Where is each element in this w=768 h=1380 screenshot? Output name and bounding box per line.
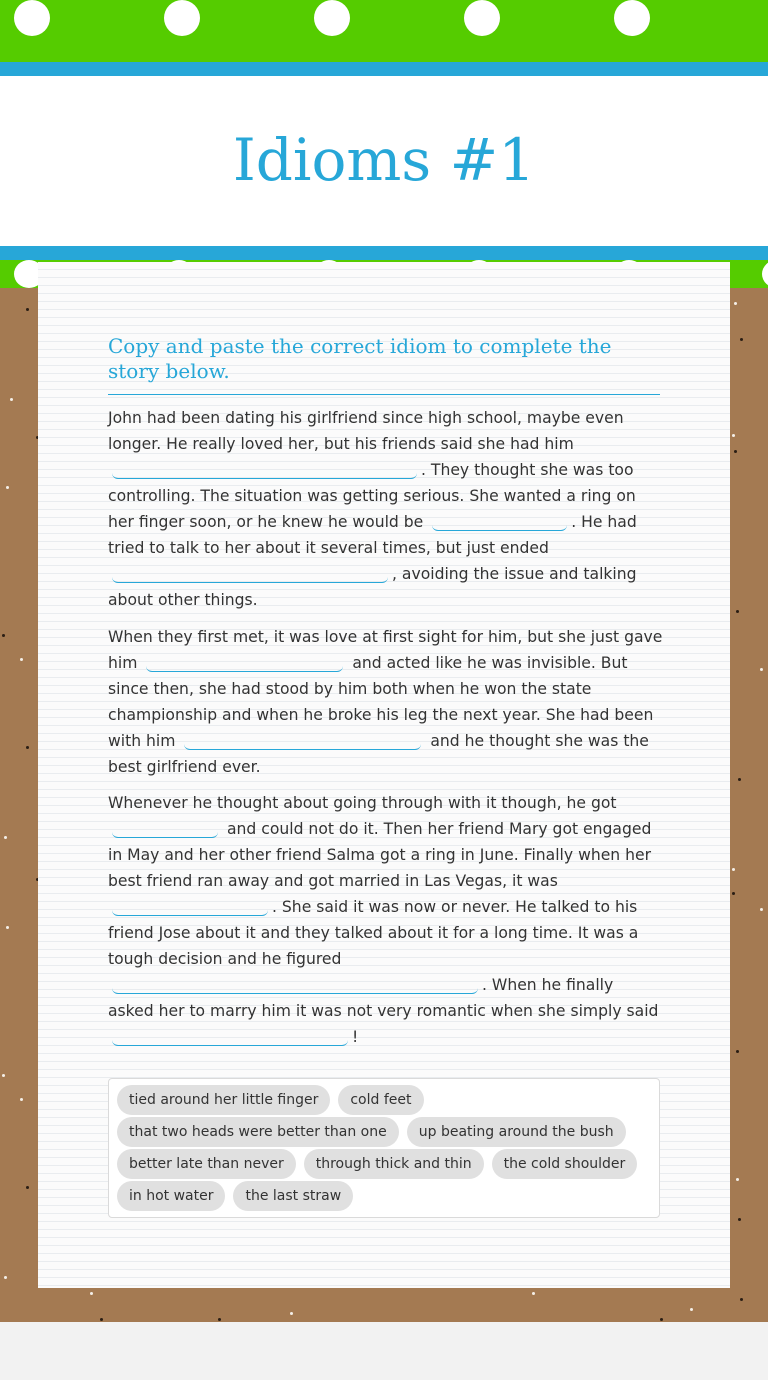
polka-dot	[314, 0, 350, 36]
idiom-chip[interactable]: that two heads were better than one	[117, 1117, 399, 1147]
word-bank-row	[117, 1149, 637, 1181]
answer-blank-2[interactable]	[432, 511, 567, 531]
answer-blank-7[interactable]	[112, 896, 268, 916]
story-text: and could not do it. Then her friend Mary got engaged in May and her other friend Salma got a ring in June. Finally when her best friend ran away and got married in Las Vegas, it was	[108, 820, 652, 890]
story-text: . She said it was now or never. He talked to his friend Jose about it and they talked about it for a long time. It was a tough decision and he figured	[108, 898, 639, 968]
polka-dot	[14, 0, 50, 36]
idiom-chip[interactable]: through thick and thin	[304, 1149, 484, 1179]
story-text: . They thought she was too controlling. The situation was getting serious. She wanted a ring on her finger soon, or he knew he would be	[108, 461, 636, 531]
story-paragraph-1	[108, 405, 663, 613]
idiom-chip[interactable]: cold feet	[338, 1085, 423, 1115]
answer-blank-6[interactable]	[112, 818, 218, 838]
story-text: Whenever he thought about going through with it though, he got	[108, 794, 617, 812]
word-bank	[108, 1078, 660, 1218]
story-text: . When he finally asked her to marry him it was not very romantic when she simply said	[108, 976, 659, 1020]
polka-dot	[164, 0, 200, 36]
polka-dot	[762, 260, 768, 288]
story-text: . He had tried to talk to her about it several times, but just ended	[108, 513, 637, 557]
word-bank-row	[117, 1181, 353, 1213]
answer-blank-8[interactable]	[112, 974, 478, 994]
idiom-chip[interactable]: up beating around the bush	[407, 1117, 626, 1147]
idiom-chip[interactable]: the last straw	[233, 1181, 353, 1211]
idiom-chip[interactable]: better late than never	[117, 1149, 296, 1179]
story-text: , avoiding the issue and talking about other things.	[108, 565, 637, 609]
top-banner-blue	[0, 62, 768, 76]
story-text: When they first met, it was love at first sight for him, but she just gave him	[108, 628, 663, 672]
mid-banner-blue	[0, 246, 768, 260]
idiom-chip[interactable]: in hot water	[117, 1181, 225, 1211]
answer-blank-5[interactable]	[184, 730, 421, 750]
idiom-chip[interactable]: the cold shoulder	[492, 1149, 638, 1179]
story-text: and he thought she was the best girlfriend ever.	[108, 732, 649, 776]
answer-blank-9[interactable]	[112, 1026, 348, 1046]
answer-blank-4[interactable]	[146, 652, 343, 672]
polka-dot	[614, 0, 650, 36]
idiom-chip[interactable]: tied around her little finger	[117, 1085, 330, 1115]
top-banner-green	[0, 0, 768, 62]
story-text: John had been dating his girlfriend since high school, maybe even longer. He really loved her, but his friends said she had him	[108, 409, 624, 453]
story-paragraph-2	[108, 624, 663, 780]
word-bank-row	[117, 1117, 626, 1149]
story-text: and acted like he was invisible. But since then, she had stood by him both when he won the state championship and when he broke his leg the next year. She had been with him	[108, 654, 654, 750]
answer-blank-1[interactable]	[112, 459, 417, 479]
story-paragraph-3	[108, 790, 663, 1050]
instruction-underline	[108, 394, 660, 395]
instruction-text: Copy and paste the correct idiom to complete the story below.	[108, 334, 612, 383]
word-bank-row	[117, 1085, 424, 1117]
page-footer-area	[0, 1322, 768, 1380]
polka-dot	[464, 0, 500, 36]
story-text: !	[352, 1028, 359, 1046]
page-title: Idioms #1	[232, 126, 536, 194]
answer-blank-3[interactable]	[112, 563, 388, 583]
